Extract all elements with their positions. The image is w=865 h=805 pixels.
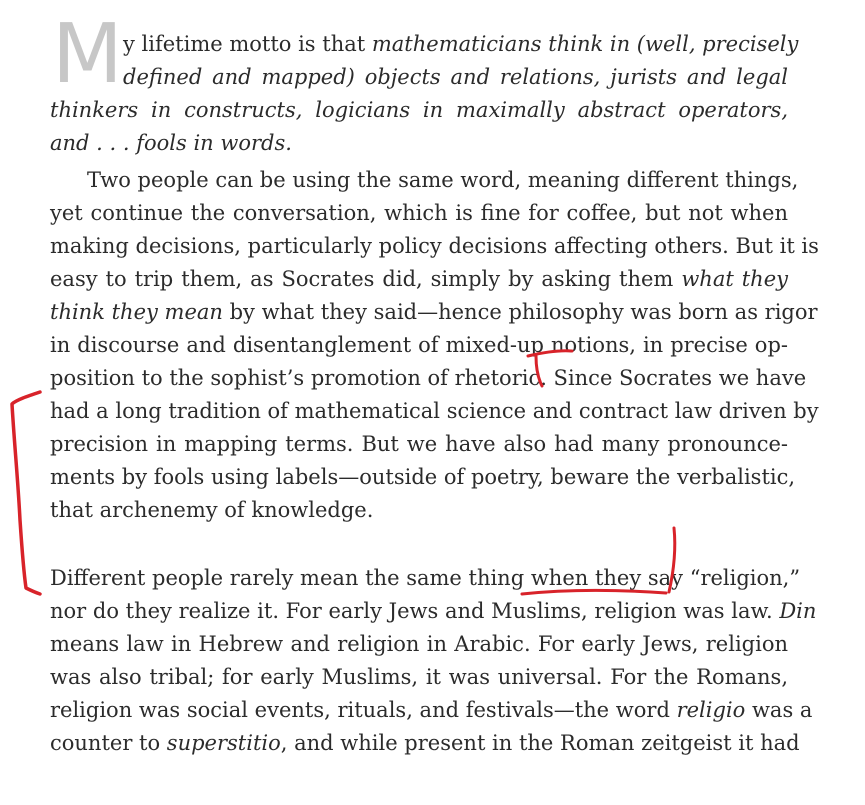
paragraph-2-line-3: making decisions, particularly policy decisions affecting others. But it is bbox=[50, 234, 819, 258]
paragraph-3-line-3: means law in Hebrew and religion in Arabic. For early Jews, religion bbox=[50, 632, 788, 656]
paragraph-3-line-2 bbox=[50, 595, 817, 628]
paragraph-2-line-9: precision in mapping terms. But we have also had many pronounce- bbox=[50, 432, 788, 456]
paragraph-2-line-2: yet continue the conversation, which is fine for coffee, but not when bbox=[50, 201, 788, 225]
text-run: y lifetime motto is that bbox=[123, 32, 372, 56]
paragraph-2-line-10: ments by fools using labels—outside of poetry, beware the verbalistic, bbox=[50, 465, 796, 489]
paragraph-1-line-2: defined and mapped) objects and relations, jurists and legal bbox=[123, 65, 788, 89]
italic-run: what they bbox=[681, 267, 789, 291]
paragraph-1-line-1 bbox=[123, 28, 799, 61]
italic-run: think they mean bbox=[50, 300, 223, 324]
text-run: , and while present in the Roman zeitgeist it had bbox=[280, 731, 800, 755]
paragraph-2-line-6: in discourse and disentanglement of mixed-up notions, in precise op- bbox=[50, 333, 788, 357]
paragraph-1-line-3: thinkers in constructs, logicians in maximally abstract operators, bbox=[50, 98, 788, 122]
paragraph-3-line-1: Different people rarely mean the same thing when they say “religion,” bbox=[50, 566, 801, 590]
paragraph-2-line-11: that archenemy of knowledge. bbox=[50, 498, 374, 522]
italic-run: religio bbox=[676, 698, 746, 722]
text-run: easy to trip them, as Socrates did, simply by asking them bbox=[50, 267, 682, 291]
drop-cap-letter: M bbox=[52, 7, 123, 102]
italic-run: mathematicians think in (well, precisely bbox=[371, 32, 799, 56]
text-run: nor do they realize it. For early Jews and Muslims, religion was law. bbox=[50, 599, 780, 623]
paragraph-2-line-5 bbox=[50, 296, 818, 329]
paragraph-2-line-8: had a long tradition of mathematical science and contract law driven by bbox=[50, 399, 819, 423]
paragraph-2-line-1: Two people can be using the same word, meaning different things, bbox=[87, 168, 799, 192]
text-run: religion was social events, rituals, and festivals—the word bbox=[50, 698, 677, 722]
text-run: counter to bbox=[50, 731, 167, 755]
paragraph-2-line-4 bbox=[50, 263, 788, 296]
paragraph-1-line-4: and . . . fools in words. bbox=[50, 131, 292, 155]
text-run: was a bbox=[745, 698, 813, 722]
paragraph-2-line-7: position to the sophist’s promotion of rhetoric. Since Socrates we have bbox=[50, 366, 807, 390]
left-bracket-annotation bbox=[12, 392, 40, 594]
text-run: by what they said—hence philosophy was born as rigor bbox=[222, 300, 818, 324]
paragraph-3-line-6 bbox=[50, 727, 800, 760]
italic-run: Din bbox=[779, 599, 817, 623]
italic-run: superstitio bbox=[166, 731, 281, 755]
paragraph-3-line-4: was also tribal; for early Muslims, it was universal. For the Romans, bbox=[50, 665, 788, 689]
paragraph-3-line-5 bbox=[50, 694, 813, 727]
